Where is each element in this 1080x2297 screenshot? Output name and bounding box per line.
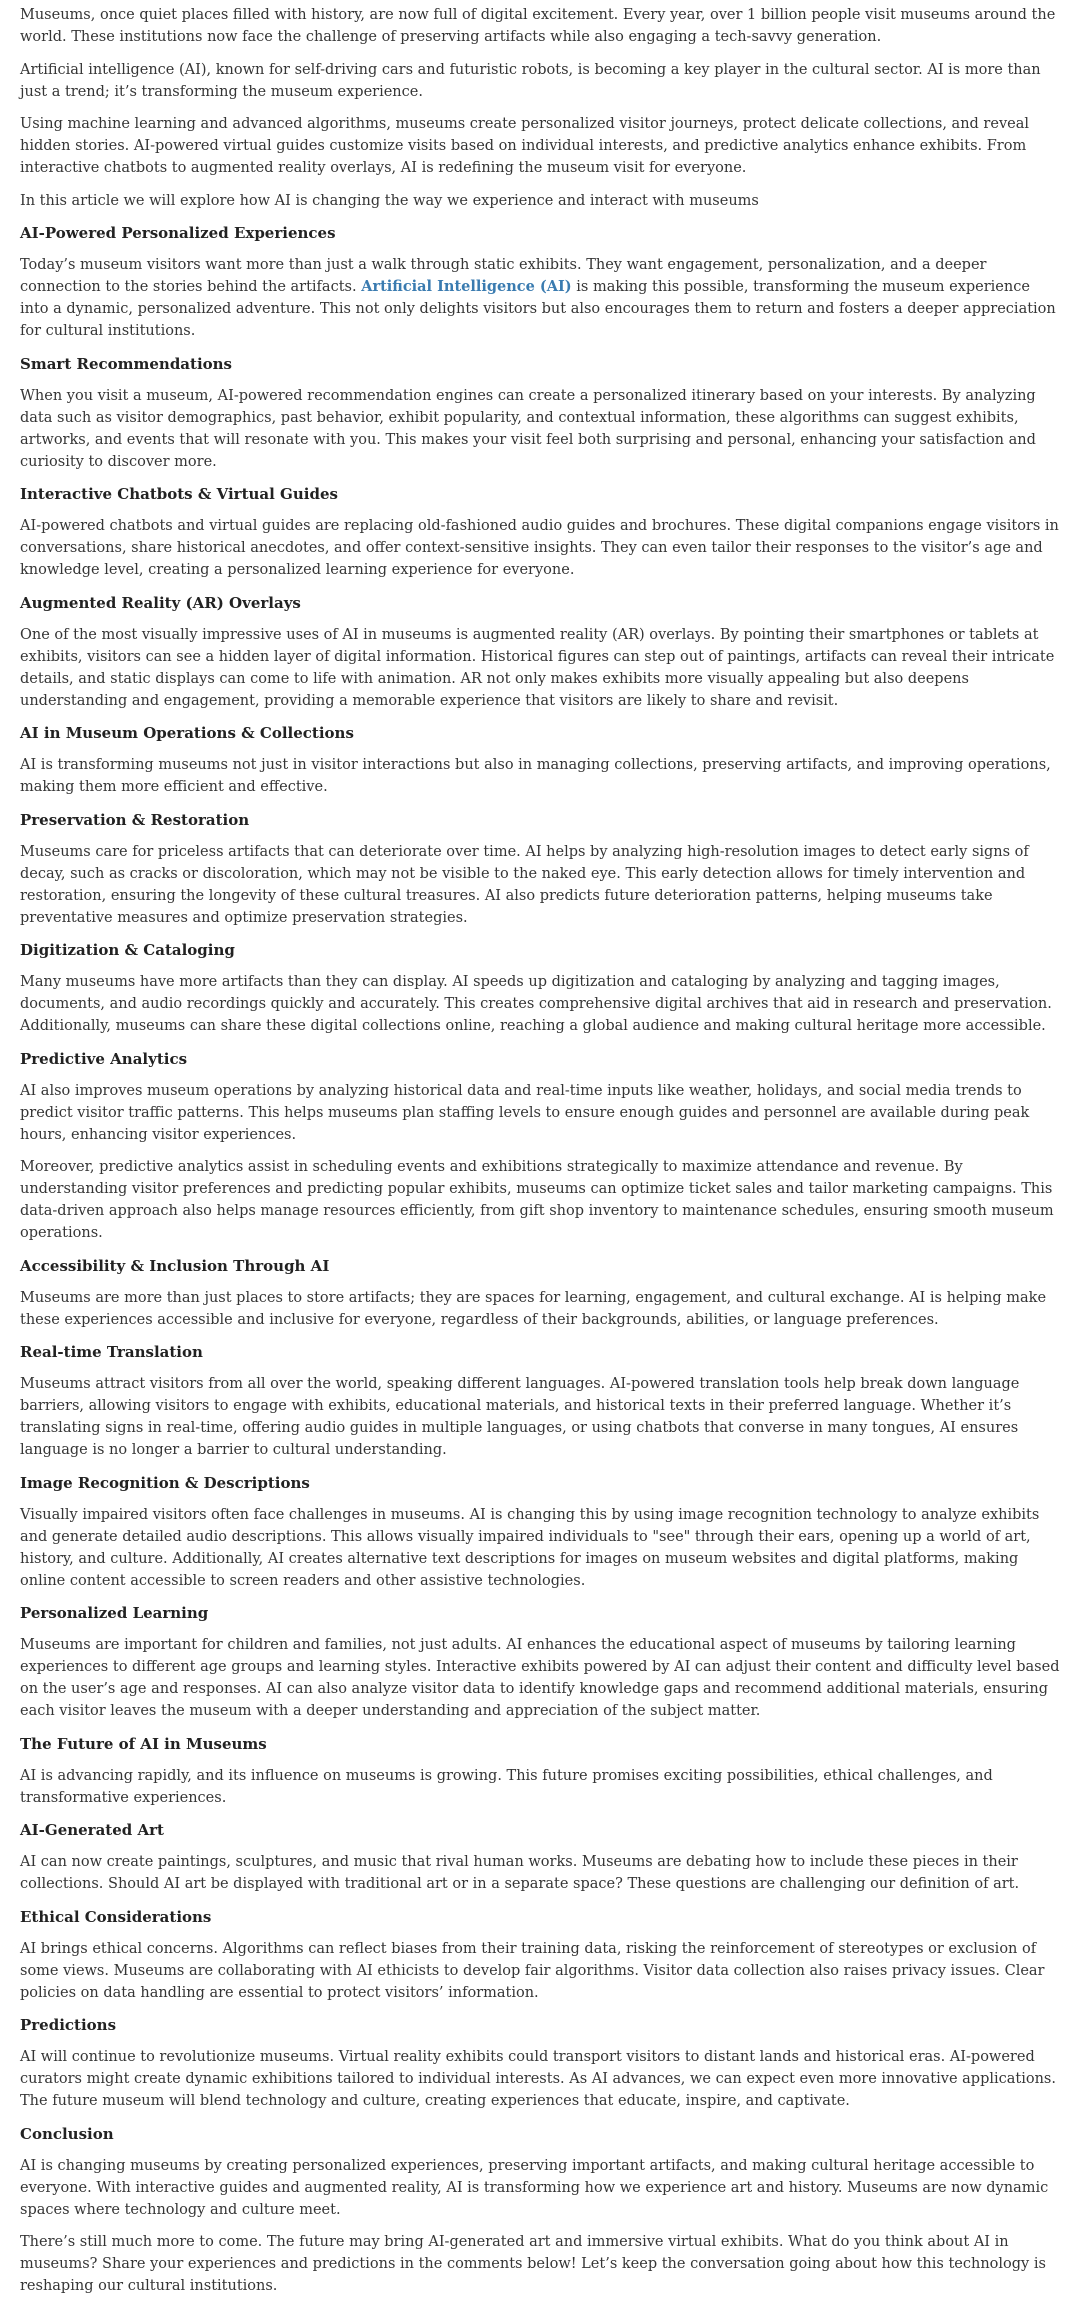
paragraph-ethical-considerations: AI brings ethical concerns. Algorithms can reflect biases from their training data, risking the reinforcement of stereotypes or exclusion of some views. Museums are collaborating with AI ethicists to develop fair algorithms. Visitor data collection also raises privacy issues. Clear policies on data handling are essential to protect visitors’ information. — [20, 1940, 1045, 2001]
intro-paragraph-1: Museums, once quiet places filled with history, are now full of digital excitement. Every year, over 1 billion people visit museums around the world. These institutions now face the challenge of preserving artifacts while also engaging a tech-savvy generation. — [20, 7, 1056, 45]
heading-future-of-ai: The Future of AI in Museums — [20, 1734, 267, 1753]
paragraph-accessibility-inclusion: Museums are more than just places to store artifacts; they are spaces for learning, engagement, and cultural exchange. AI is helping make these experiences accessible and inclusive for everyone, regardless of their backgrounds, abilities, or language preferences. — [20, 1289, 1047, 1328]
paragraph-personalized-learning: Museums are important for children and families, not just adults. AI enhances the educational aspect of museums by tailoring learning experiences to different age groups and learning styles. Interactive exhibits powered by AI can adjust their content and difficulty level based on the user’s age and responses. AI can also analyze visitor data to identify knowledge gaps and recommend additional materials, ensuring each visitor leaves the museum with a deeper understanding and appreciation of the subject matter. — [20, 1637, 1060, 1719]
heading-ar-overlays: Augmented Reality (AR) Overlays — [20, 593, 301, 612]
heading-digitization-cataloging: Digitization & Cataloging — [20, 941, 235, 959]
intro-paragraph-2: Artificial intelligence (AI), known for self-driving cars and futuristic robots, is becoming a key player in the cultural sector. AI is more than just a trend; it’s transforming the museum experience. — [20, 61, 1041, 100]
heading-image-recognition: Image Recognition & Descriptions — [20, 1473, 310, 1492]
paragraph-operations-collections: AI is transforming museums not just in visitor interactions but also in managing collections, preserving artifacts, and improving operations, making them more efficient and effective. — [20, 757, 1051, 795]
paragraph-predictive-analytics-1: AI also improves museum operations by analyzing historical data and real-time inputs like weather, holidays, and social media trends to predict visitor traffic patterns. This helps museums plan staffing levels to ensure enough guides and personnel are available during peak hours, enhancing visitor experiences. — [20, 1082, 1030, 1143]
paragraph-image-recognition: Visually impaired visitors often face challenges in museums. AI is changing this by using image recognition technology to analyze exhibits and generate detailed audio descriptions. This allows visually impaired individuals to "see" through their ears, opening up a world of art, history, and culture. Additionally, AI creates alternative text descriptions for images on museum websites and digital platforms, making online content accessible to screen readers and other assistive technologies. — [20, 1506, 1040, 1589]
heading-accessibility-inclusion: Accessibility & Inclusion Through AI — [20, 1256, 330, 1275]
paragraph-future-of-ai: AI is advancing rapidly, and its influence on museums is growing. This future promises exciting possibilities, ethical challenges, and transformative experiences. — [20, 1767, 993, 1806]
intro-paragraph-4: In this article we will explore how AI is changing the way we experience and interact with museums — [20, 192, 759, 209]
heading-smart-recommendations: Smart Recommendations — [20, 354, 233, 373]
heading-operations-collections: AI in Museum Operations & Collections — [20, 724, 354, 742]
heading-personalized-experiences: AI-Powered Personalized Experiences — [20, 224, 336, 242]
heading-predictions: Predictions — [20, 2016, 117, 2034]
heading-personalized-learning: Personalized Learning — [20, 1604, 209, 1622]
text-segment: Today’s museum visitors want more than just a walk through static exhibits. They want engagement, personalization, and a deeper connection to the stories behind the artifacts. — [20, 257, 987, 295]
paragraph-realtime-translation: Museums attract visitors from all over the world, speaking different languages. AI-powered translation tools help break down language barriers, allowing visitors to engage with exhibits, educational materials, and historical texts in their preferred language. Whether it’s translating signs in real-time, offering audio guides in multiple languages, or using chatbots that converse in many tongues, AI ensures language is no longer a barrier to cultural understanding. — [20, 1376, 1020, 1458]
heading-predictive-analytics: Predictive Analytics — [20, 1049, 188, 1068]
paragraph-ai-generated-art: AI can now create paintings, sculptures, and music that rival human works. Museums are debating how to include these pieces in their collections. Should AI art be displayed with traditional art or in a separate space? These questions are challenging our definition of art. — [20, 1854, 1020, 1892]
heading-chatbots-virtual-guides: Interactive Chatbots & Virtual Guides — [20, 485, 338, 503]
heading-conclusion: Conclusion — [20, 2124, 114, 2143]
intro-paragraph-3: Using machine learning and advanced algorithms, museums create personalized visitor journeys, protect delicate collections, and reveal hidden stories. AI-powered virtual guides customize visits based on individual interests, and predictive analytics enhance exhibits. From interactive chatbots to augmented reality overlays, AI is redefining the museum visit for everyone. — [20, 116, 1029, 176]
paragraph-preservation-restoration: Museums care for priceless artifacts that can deteriorate over time. AI helps by analyzing high-resolution images to detect early signs of decay, such as cracks or discoloration, which may not be visible to the naked eye. This early detection allows for timely intervention and restoration, ensuring the longevity of these cultural treasures. AI also predicts future deterioration patterns, helping museums take preventative measures and optimize preservation strategies. — [20, 843, 1029, 926]
paragraph-predictions: AI will continue to revolutionize museums. Virtual reality exhibits could transport visitors to distant lands and historical eras. AI-powered curators might create dynamic exhibitions tailored to individual interests. As AI advances, we can expect even more innovative applications. The future museum will blend technology and culture, creating experiences that educate, inspire, and captivate. — [20, 2049, 1056, 2109]
paragraph-smart-recommendations: When you visit a museum, AI-powered recommendation engines can create a personalized itinerary based on your interests. By analyzing data such as visitor demographics, past behavior, exhibit popularity, and contextual information, these algorithms can suggest exhibits, artworks, and events that will resonate with you. This makes your visit feel both surprising and personal, enhancing your satisfaction and curiosity to discover more. — [20, 387, 1036, 470]
heading-preservation-restoration: Preservation & Restoration — [20, 810, 250, 829]
paragraph-predictive-analytics-2: Moreover, predictive analytics assist in scheduling events and exhibitions strategically to maximize attendance and revenue. By understanding visitor preferences and predicting popular exhibits, museums can optimize ticket sales and tailor marketing campaigns. This data-driven approach also helps manage resources efficiently, from gift shop inventory to maintenance schedules, ensuring smooth museum operations. — [20, 1159, 1054, 1241]
paragraph-conclusion-2: There’s still much more to come. The future may bring AI-generated art and immersive virtual exhibits. What do you think about AI in museums? Share your experiences and predictions in the comments below! Let’s keep the conversation going about how this technology is reshaping our cultural institutions. — [20, 2234, 1046, 2294]
heading-ai-generated-art: AI-Generated Art — [20, 1821, 164, 1839]
heading-realtime-translation: Real-time Translation — [20, 1343, 203, 1361]
artificial-intelligence-link[interactable]: Artificial Intelligence (AI) — [361, 278, 572, 295]
text-segment: is making this possible, transforming the museum experience into a dynamic, personalized adventure. This not only delights visitors but also encourages them to return and fosters a deeper appreciation for cultural institutions. — [20, 279, 1056, 339]
paragraph-digitization-cataloging: Many museums have more artifacts than they can display. AI speeds up digitization and cataloging by analyzing and tagging images, documents, and audio recordings quickly and accurately. This creates comprehensive digital archives that aid in research and preservation. Additionally, museums can share these digital collections online, reaching a global audience and making cultural heritage more accessible. — [20, 974, 1052, 1034]
paragraph-personalized-experiences — [20, 254, 1062, 342]
paragraph-ar-overlays: One of the most visually impressive uses of AI in museums is augmented reality (AR) overlays. By pointing their smartphones or tablets at exhibits, visitors can see a hidden layer of digital information. Historical figures can step out of paintings, artifacts can reveal their intricate details, and static displays can come to life with animation. AR not only makes exhibits more visually appealing but also deepens understanding and engagement, providing a memorable experience that visitors are likely to share and revisit. — [20, 626, 1055, 709]
heading-ethical-considerations: Ethical Considerations — [20, 1907, 212, 1926]
paragraph-conclusion-1: AI is changing museums by creating personalized experiences, preserving important artifacts, and making cultural heritage accessible to everyone. With interactive guides and augmented reality, AI is transforming how we experience art and history. Museums are now dynamic spaces where technology and culture meet. — [20, 2157, 1049, 2218]
paragraph-chatbots-virtual-guides: AI-powered chatbots and virtual guides are replacing old-fashioned audio guides and brochures. These digital companions engage visitors in conversations, share historical anecdotes, and offer context-sensitive insights. They can even tailor their responses to the visitor’s age and knowledge level, creating a personalized learning experience for everyone. — [20, 518, 1059, 578]
